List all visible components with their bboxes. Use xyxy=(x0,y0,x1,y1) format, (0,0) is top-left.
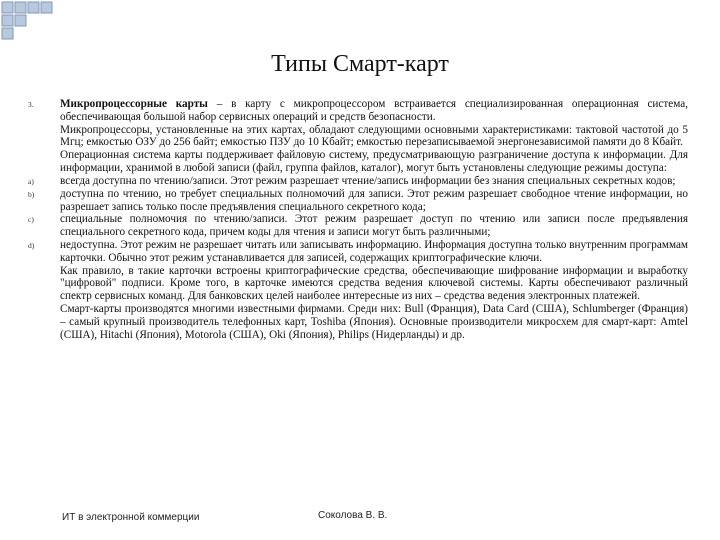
slide-body xyxy=(28,98,688,341)
item-marker xyxy=(28,265,60,303)
decor-square-4 xyxy=(41,2,52,13)
item-text: доступна по чтению, но требует специальных полномочий для записи. Этот режим разрешает свободное чтение информации, но разрешает запись только после предъявления специального секретного кода; xyxy=(60,187,688,213)
decor-square-1 xyxy=(2,2,13,13)
list-item xyxy=(28,175,688,188)
footer-author: Соколова В. В. xyxy=(318,510,388,521)
item-body: – в карту с микропроцессором встраивается специализированная операционная система, обеспечивающая большой набор сервисных операций и средств безопасности. xyxy=(60,98,688,123)
slide-title: Типы Смарт-карт xyxy=(271,51,449,77)
list-item xyxy=(28,188,688,214)
item-text: Смарт-карты производятся многими известными фирмами. Среди них: Bull (Франция), Data Card (США), Schlumberger (Франция) – самый крупный производитель телефонных карт, Toshiba (Япония). Основные производители микросхем для смарт-карт: Amtel (США), Hitachi (Япония), Motorola (США), Oki (Япония), Philips (Нидерланды) и др. xyxy=(60,302,688,341)
list-item xyxy=(28,124,688,150)
decor-square-5 xyxy=(2,15,13,26)
list-item xyxy=(28,98,688,124)
item-text xyxy=(60,98,688,124)
item-marker xyxy=(28,124,60,150)
corner-decoration xyxy=(0,0,70,50)
list-item xyxy=(28,303,688,341)
item-marker: 3. xyxy=(28,100,34,109)
item-text: всегда доступна по чтению/записи. Этот режим разрешает чтение/запись информации без знания специальных секретных кодов; xyxy=(60,174,676,187)
list-item xyxy=(28,149,688,175)
item-marker xyxy=(28,303,60,341)
item-marker: d) xyxy=(28,240,35,250)
list-item xyxy=(28,239,688,265)
item-marker: a) xyxy=(28,176,34,186)
item-text: специальные полномочия по чтению/записи. Этот режим разрешает доступ по чтению или записи после предъявления специального секретного кода, причем коды для чтения и записи могут быть различными; xyxy=(60,213,688,239)
item-marker xyxy=(28,149,60,175)
item-marker: c) xyxy=(28,215,34,225)
item-heading: Микропроцессорные карты xyxy=(60,98,208,110)
item-text: Как правило, в такие карточки встроены криптографические средства, обеспечивающие шифрование информации и выработку "цифровой" подписи. Кроме того, в карточке имеются средства ведения ключевой системы. Карты обеспечивают различный спектр сервисных команд. Для банковских целей наиболее интересные из них – средства ведения электронных платежей. xyxy=(60,264,688,303)
item-text: Микропроцессоры, установленные на этих картах, обладают следующими основными характеристиками: тактовой частотой до 5 Мгц; емкостью ОЗУ до 256 байт; емкостью ПЗУ до 10 Кбайт; емкостью перезаписываемой энергонезависимой памяти до 8 Кбайт. xyxy=(60,123,688,149)
item-text: недоступна. Этот режим не разрешает читать или записывать информацию. Информация доступна только внутренним программам карточки. Обычно этот режим устанавливается для записей, содержащих криптографические ключи. xyxy=(60,238,688,264)
footer-course: ИТ в электронной коммерции xyxy=(62,512,200,523)
list-item xyxy=(28,265,688,303)
list-item xyxy=(28,213,688,239)
decor-square-2 xyxy=(15,2,26,13)
item-text: Операционная система карты поддерживает файловую систему, предусматривающую разграничение доступа к информации. Для информации, хранимой в любой записи (файл, группа файлов, каталог), могут быть установлены следующие режимы доступа: xyxy=(60,149,688,174)
decor-square-3 xyxy=(28,2,39,13)
decor-square-6 xyxy=(15,15,26,26)
item-marker: b) xyxy=(28,189,35,199)
decor-square-7 xyxy=(2,28,13,39)
